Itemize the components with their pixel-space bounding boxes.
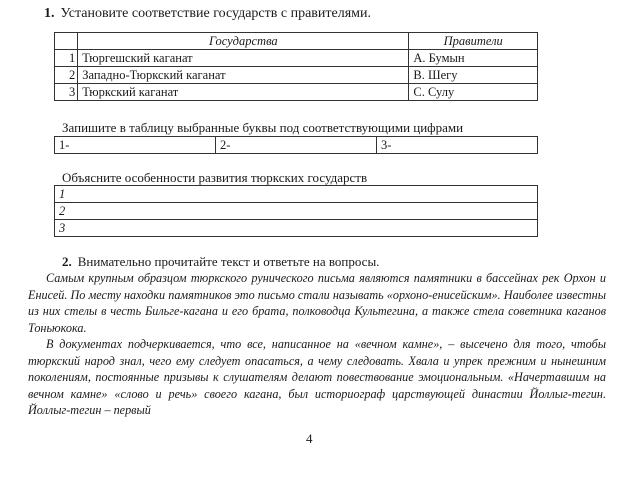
explain-row-2[interactable]: 2	[55, 203, 538, 220]
task2-title	[62, 254, 385, 270]
state-cell: Тюргешский каганат	[78, 50, 409, 67]
answer-cell-3[interactable]: 3-	[377, 137, 538, 154]
answer-cell-2[interactable]: 2-	[216, 137, 377, 154]
table-row	[55, 84, 538, 101]
header-states: Государства	[78, 33, 409, 50]
row-number: 1	[55, 50, 78, 67]
task1-title	[44, 6, 371, 22]
matching-table-header	[55, 33, 538, 50]
table-row	[55, 203, 538, 220]
answer-table	[54, 136, 538, 154]
reading-text	[28, 270, 606, 419]
explain-row-1[interactable]: 1	[55, 186, 538, 203]
matching-table	[54, 32, 538, 101]
explain-instruction: Объясните особенности развития тюркских государств	[62, 170, 368, 185]
ruler-cell: С. Сулу	[409, 84, 538, 101]
ruler-cell: А. Бумын	[409, 50, 538, 67]
paragraph-2: В документах подчеркивается, что все, написанное на «вечном камне», – высечено для того, чтобы тюркский народ знал, чего ему следует опасаться, а чему следовать. Хвала и упрек прежним и нынешним поколениям, постоянные призывы к слушателям делают повествование эмоциональным. «Начертавшим на вечном камне» «слово и речь» своего кагана, был историограф царствующей династии Йоллыг-тегин. Йоллыг-тегин – первый	[28, 337, 606, 417]
explain-row-3[interactable]: 3	[55, 220, 538, 237]
task1-title-text: Установите соответствие государств с правителями.	[60, 6, 372, 21]
ruler-cell: В. Шегу	[409, 67, 538, 84]
paragraph-1: Самым крупным образцом тюркского рунического письма являются памятники в бассейнах рек Орхон и Енисей. По месту находки памятников это письмо стали называть «орхоно-енисейским». Наиболее известны из них стелы в честь Бильге-кагана и его брата, полководца Культегина, а также стела советника каганов Тоньюкока.	[28, 271, 606, 335]
row-number: 3	[55, 84, 78, 101]
page-number: 4	[306, 431, 313, 446]
write-instruction: Запишите в таблицу выбранные буквы под соответствующими цифрами	[62, 120, 464, 135]
table-row	[55, 220, 538, 237]
task1-number: 1.	[44, 6, 55, 21]
header-num-cell	[55, 33, 78, 50]
task2-number: 2.	[62, 254, 72, 269]
row-number: 2	[55, 67, 78, 84]
table-row	[55, 50, 538, 67]
table-row	[55, 186, 538, 203]
state-cell: Западно-Тюркский каганат	[78, 67, 409, 84]
explain-table	[54, 185, 538, 237]
state-cell: Тюркский каганат	[78, 84, 409, 101]
table-row	[55, 137, 538, 154]
header-rulers: Правители	[409, 33, 538, 50]
answer-cell-1[interactable]: 1-	[55, 137, 216, 154]
task2-title-text: Внимательно прочитайте текст и ответьте на вопросы.	[77, 254, 380, 269]
table-row	[55, 67, 538, 84]
